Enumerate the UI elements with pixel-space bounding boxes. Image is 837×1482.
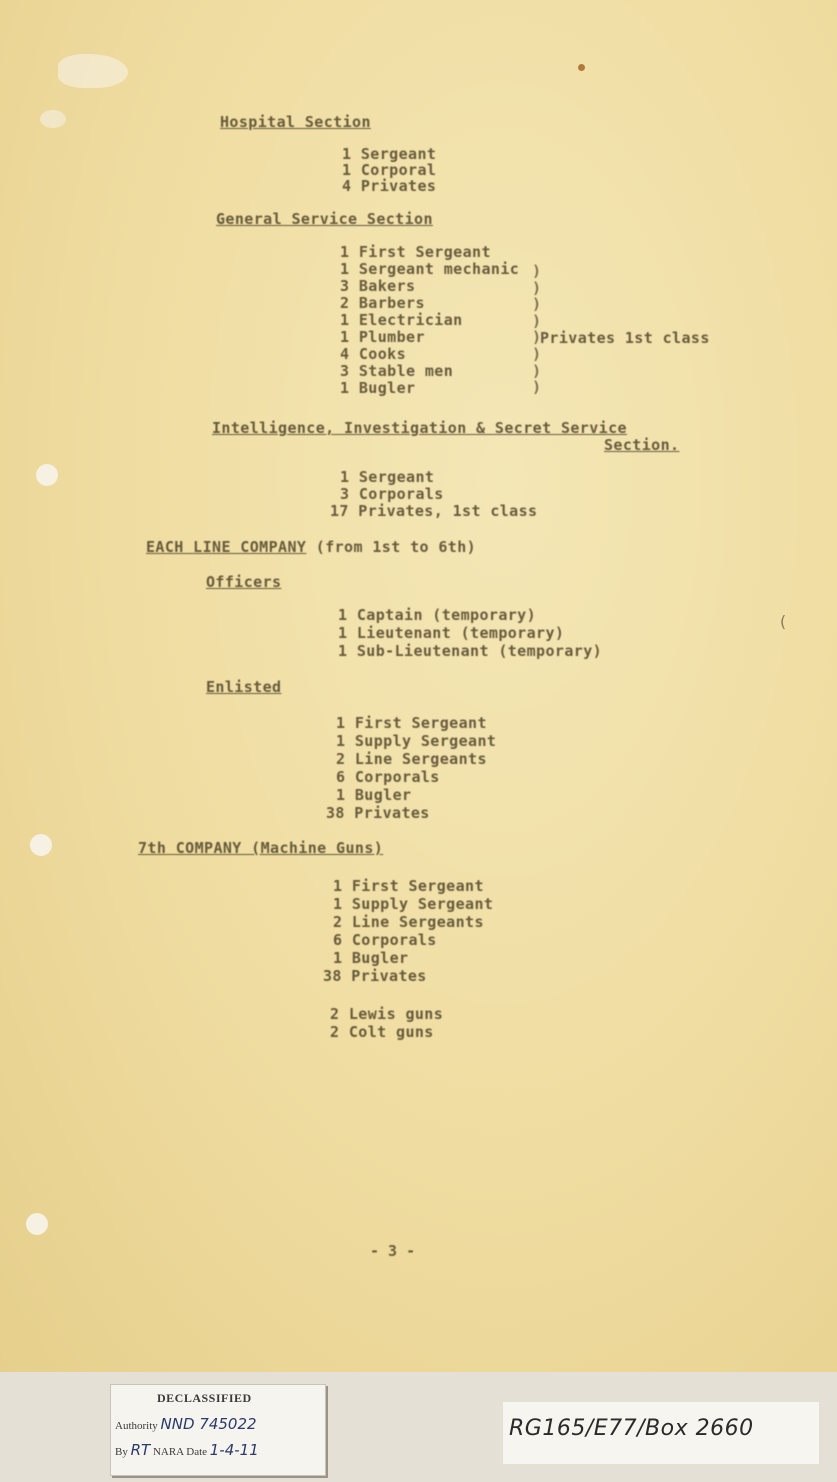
punch-hole [36,464,58,486]
officers-heading: Officers [206,573,282,591]
general-service-line: 1 Sergeant mechanic [340,260,520,278]
hospital-line: 1 Sergeant [342,145,437,163]
seventh-company-line: 38 Privates [323,967,427,985]
page-number: - 3 - [370,1242,416,1260]
enlisted-line: 1 First Sergeant [336,714,487,732]
officer-line: 1 Sub-Lieutenant (temporary) [338,642,603,660]
punch-hole [30,834,52,856]
general-service-line: 3 Stable men [340,362,454,380]
stamp-nara-value: 1-4-11 [209,1441,259,1459]
paper-tear [58,54,128,88]
seventh-company-line: 1 Supply Sergeant [333,895,494,913]
seventh-company-line: 1 Bugler [333,949,409,967]
stamp-authority-row [115,1415,257,1433]
intelligence-line: 17 Privates, 1st class [330,502,538,520]
paper-tear-small [40,110,66,128]
stamp-by-value: RT [130,1441,151,1459]
enlisted-heading: Enlisted [206,678,282,696]
hospital-line: 1 Corporal [342,161,437,179]
stamp-by-label: By [115,1446,128,1458]
punch-hole [26,1213,48,1235]
intelligence-line: 1 Sergeant [340,468,435,486]
stamp-authority-label: Authority [115,1420,158,1432]
seventh-company-heading: 7th COMPANY (Machine Guns) [138,839,384,857]
privates-bracket-note: Privates 1st class [540,329,710,347]
stamp-nara-label: NARA Date [152,1446,208,1458]
hospital-heading: Hospital Section [220,113,371,131]
general-service-line: 1 Electrician [340,311,463,329]
enlisted-line: 38 Privates [326,804,430,822]
line-company-range: (from 1st to 6th) [306,538,477,556]
stamp-by-row [115,1441,259,1459]
declassified-stamp [110,1384,326,1476]
officer-line: 1 Lieutenant (temporary) [338,624,565,642]
intelligence-heading-cont: Section. [604,436,680,454]
intelligence-line: 3 Corporals [340,485,444,503]
archive-label [503,1402,819,1464]
general-service-line: 2 Barbers [340,294,425,312]
seventh-company-line: 6 Corporals [333,931,437,949]
stamp-title: DECLASSIFIED [157,1391,252,1405]
enlisted-line: 1 Supply Sergeant [336,732,497,750]
intelligence-heading: Intelligence, Investigation & Secret Service [212,419,627,437]
line-company-heading [146,539,476,555]
general-service-heading: General Service Section [216,210,433,228]
line-company-title: EACH LINE COMPANY [146,538,307,556]
general-service-line: 1 Plumber [340,328,425,346]
general-service-line: 4 Cooks [340,345,407,363]
enlisted-line: 2 Line Sergeants [336,750,487,768]
general-service-line: 1 First Sergeant [340,243,491,261]
ink-spot [578,64,585,71]
gun-line: 2 Lewis guns [330,1005,444,1023]
stray-mark: ( [778,612,788,631]
officer-line: 1 Captain (temporary) [338,606,537,624]
general-service-line: 3 Bakers [340,277,416,295]
brace-bracket: ) ) ) ) ) ) ) ) [532,262,542,397]
enlisted-line: 6 Corporals [336,768,440,786]
gun-line: 2 Colt guns [330,1023,434,1041]
stamp-authority-value: NND 745022 [160,1415,257,1433]
archive-label-text: RG165/E77/Box 2660 [509,1416,754,1441]
seventh-company-line: 1 First Sergeant [333,877,484,895]
enlisted-line: 1 Bugler [336,786,412,804]
seventh-company-line: 2 Line Sergeants [333,913,484,931]
hospital-line: 4 Privates [342,177,437,195]
general-service-line: 1 Bugler [340,379,416,397]
